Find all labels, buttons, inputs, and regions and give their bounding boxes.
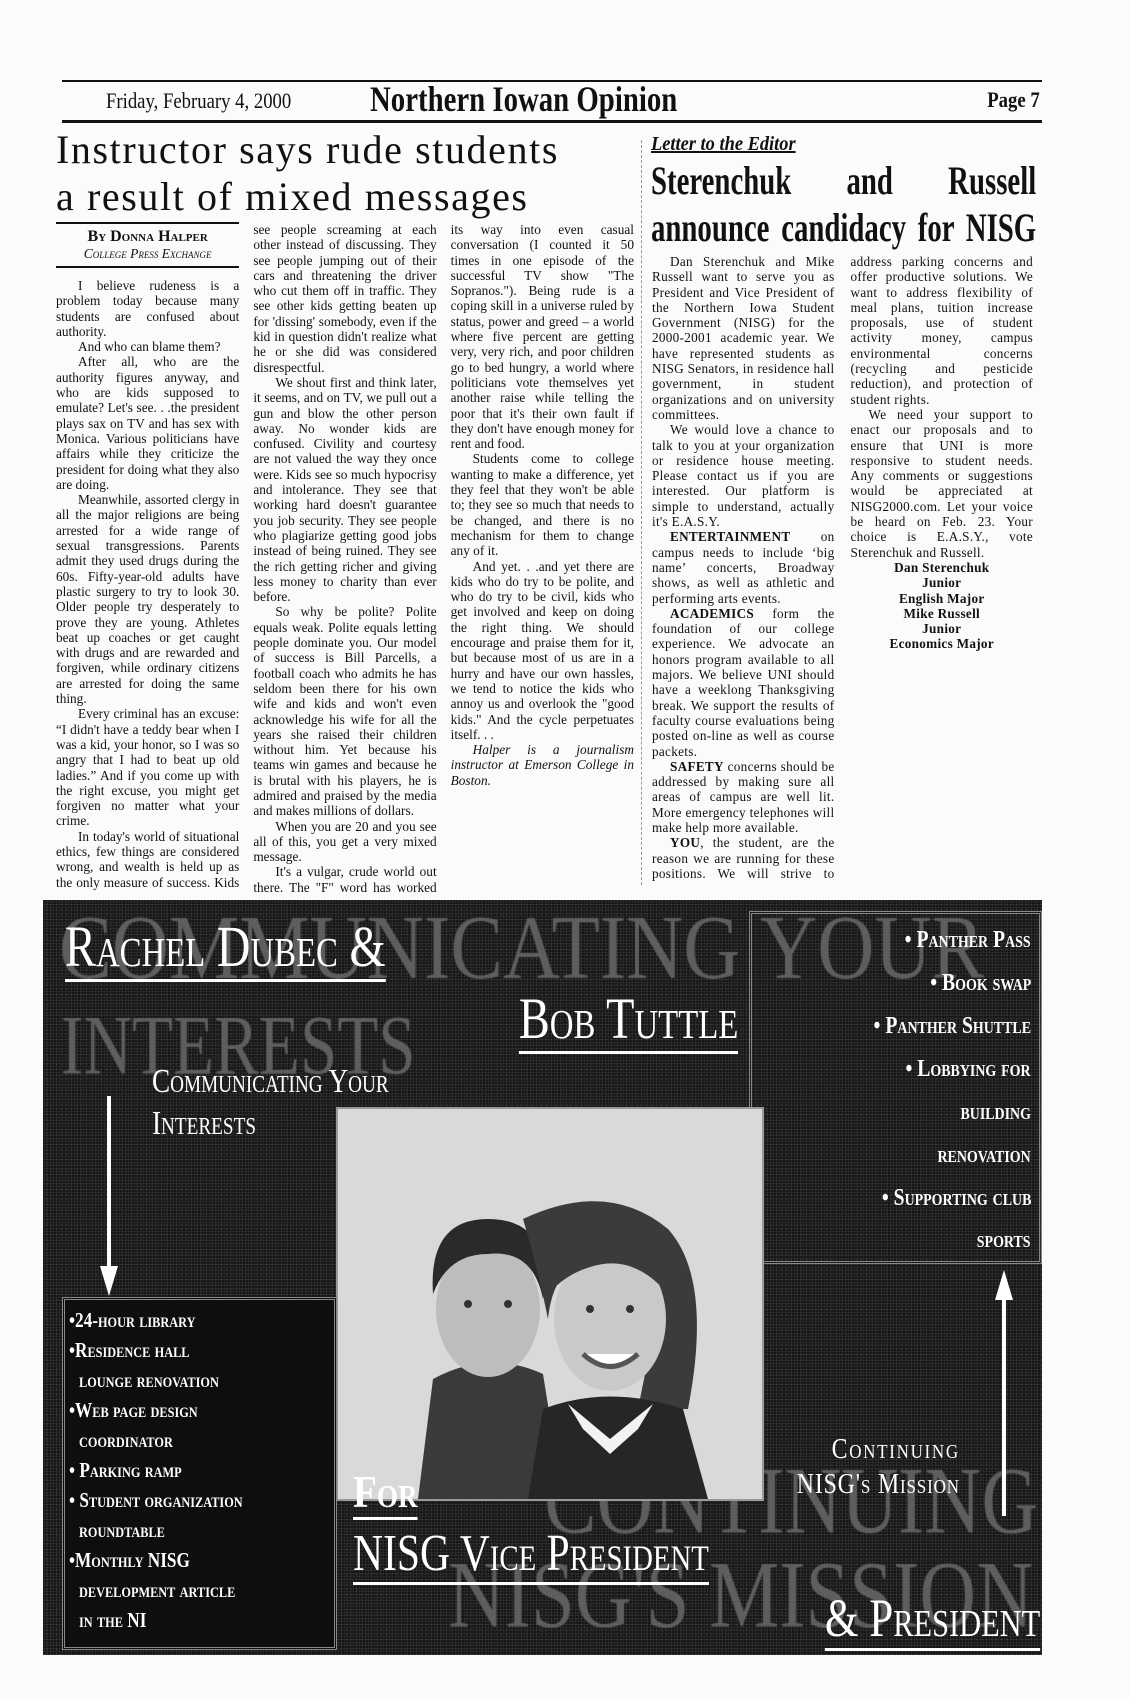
platform-item: • Parking ramp <box>69 1458 182 1482</box>
author: By Donna Halper <box>87 228 208 245</box>
paragraph: I believe rudeness is a problem today because many students are confused about authority. <box>56 278 240 339</box>
down-arrow-icon <box>100 1096 118 1296</box>
candidate-names: Rachel Dubec & <box>65 914 386 982</box>
candidate-names: Bob Tuttle <box>519 986 738 1054</box>
letter-kicker: Letter to the Editor <box>651 133 796 155</box>
platform-item: lounge renovation <box>79 1368 219 1392</box>
signer-major: Economics Major <box>889 636 994 652</box>
paragraph: After all, who are the authority figures anyway, and who are kids supposed to emulate? Let's see. . .the president plays sax on TV and has sex with Monica. Various politicians have affairs while they criticize the president for doing what they also are doing. <box>56 354 240 492</box>
header-bottom-rule <box>62 120 1042 123</box>
platform-item: • Panther Shuttle <box>873 1013 1031 1039</box>
paragraph-text: concerns should be addressed by making sure all areas of campus are well lit. More emergency telephones will make help more available. <box>652 758 835 835</box>
paragraph: Students come to college wanting to make a difference, yet they feel that they won't be able to; they see so much that needs to be changed, and there is no mechanism for them to change any of it. <box>450 451 634 559</box>
platform-item: • Book swap <box>929 970 1031 996</box>
article-body <box>56 222 634 897</box>
news-service: College Press Exchange <box>83 246 212 261</box>
paragraph: So why be polite? Polite equals weak. Polite equals letting people dominate you. Our model of success is Bill Parcells, a football coach who admits he has seldom been there for his own wife and kids and won't even acknowledge his wife for all the years she raised their children without him. Yet because his teams win games and because he is brutal with his players, he is admired and praised by the media and makes millions of dollars. <box>253 604 437 819</box>
byline <box>56 222 239 268</box>
platform-list-left <box>62 1297 337 1650</box>
paragraph <box>652 759 835 835</box>
paragraph: It's a vulgar, crude world out there. The "F" word has worked its way into even casual conversation (I counted it 50 times in one episode of the successful TV show "The Sopranos."). Being rude is a coping skill in a universe ruled by status, power and greed – a world where five percent are getting very, very rich, and poor children go to bed hungry, a world where politicians vote themselves yet another raise while telling the poor that it's their own fault if they don't have enough money for rent and food. <box>253 222 634 895</box>
lead-word: ACADEMICS <box>670 605 755 621</box>
office-text: & President <box>825 1588 1040 1651</box>
platform-item: renovation <box>937 1142 1031 1168</box>
letter-headline-line-2: announce candidacy for NISG <box>651 205 1037 250</box>
candidates-line-1 <box>65 914 386 981</box>
platform-item: in the NI <box>79 1608 147 1632</box>
signer-name: Mike Russell <box>903 605 980 621</box>
for-label <box>353 1466 418 1519</box>
slogan-continuing: Continuing <box>831 1434 960 1465</box>
column-divider <box>641 140 642 885</box>
platform-item: • Supporting club <box>881 1185 1031 1211</box>
candidates-line-2 <box>519 986 738 1053</box>
platform-item: development article <box>79 1578 236 1602</box>
headline-word: and <box>846 158 893 203</box>
platform-list-right <box>749 911 1042 1264</box>
section-title: Northern Iowan Opinion <box>370 79 678 119</box>
paragraph: And yet. . .and yet there are kids who do try to be polite, and who do try to be civil, kids who get involved and keep on doing the right thing. We should encourage and praise them for it, but because most of us are in a hurry and have our own hassles, we tend to notice the kids who annoy us and overlook the "good kids." And the cycle perpetuates itself. . . <box>450 558 634 742</box>
article-headline-line-1: Instructor says rude students <box>56 127 559 172</box>
platform-item: sports <box>977 1227 1031 1253</box>
office-text: NISG Vice President <box>353 1525 709 1585</box>
paragraph: When you are 20 and you see all of this, you get a very mixed message. <box>253 818 437 865</box>
slogan-mission: NISG's Mission <box>796 1469 960 1500</box>
headline-word: Russell <box>948 158 1037 203</box>
paragraph: And who can blame them? <box>78 339 221 355</box>
headline-word: Sterenchuk <box>651 158 792 203</box>
platform-item: •Monthly NISG <box>69 1548 190 1572</box>
paragraph-text: , the student, are the reason we are running for these positions. We will strive to address parking concerns and offer productive solutions. We want to address flexibility of meal plans, tuition increase proposals, use of student activity money, campus environmental concerns (recycling and pesticide reduction), and protection of student rights. <box>652 254 1033 881</box>
platform-item: roundtable <box>79 1518 165 1542</box>
platform-item: •Web page design <box>69 1398 198 1422</box>
paragraph-text: form the foundation of our college experience. We advocate an honors program available to all majors. We believe UNI should have a weeklong Thanksgiving break. We support the results of faculty course evaluations being posted on-line as well as course packets. <box>652 605 835 759</box>
signature <box>851 606 1034 652</box>
candidates-photo <box>336 1107 764 1501</box>
office-vice-president <box>353 1524 709 1584</box>
paragraph: Dan Sterenchuk and Mike Russell want to serve you as President and Vice President of the Northern Iowa Student Government (NISG) for the 2000-2001 academic year. We have represented students as NISG Senators, in residence hall government, in student organizations and on university committees. <box>652 254 835 422</box>
paragraph: We shout first and think later, it seems, and on TV, we pull out a gun and blow the other person away. No wonder kids are confused. Civility and courtesy are not valued the way they once were. Kids see so much hypocrisy and intolerance. They see that working hard doesn't guarantee you job security. They see people who plagiarize getting good jobs instead of being ruined. They see the rich getting richer and giving less money to charity than ever before. <box>253 374 437 605</box>
lead-word: SAFETY <box>670 758 724 774</box>
paragraph: In today's world of situational ethics, few things are considered wrong, and wealth is held up as the only measure of success. Kids see people screaming at each other instead of discussing. They see people jumping out of their cars and threatening the driver who cut them off in traffic. They see other kids getting beaten up for 'dissing' somebody, even if the kid in question didn't realize what he or she did was considered disrespectful. <box>56 222 437 890</box>
signer-year: Junior <box>922 621 962 637</box>
page-number: Page 7 <box>987 87 1040 112</box>
signature <box>851 560 1034 606</box>
up-arrow-icon <box>995 1270 1013 1516</box>
article-headline-line-2: a result of mixed messages <box>56 174 529 219</box>
paragraph: We would love a chance to talk to you at your organization or residence house meeting. Please contact us if you are interested. Our platform is simple to understand, actually it's E.A.S.Y. <box>652 422 835 530</box>
author-tagline: Halper is a journalism instructor at Emerson College in Boston. <box>450 742 634 788</box>
paragraph: Every criminal has an excuse: “I didn't have a teddy bear when I was a kid, your honor, so I was so angry that I had to beat up old ladies.” And if you come up with the right excuse, you might get forgiven no matter what your crime. <box>56 706 240 829</box>
for-text: For <box>353 1466 418 1520</box>
slogan-communicating: Communicating Your <box>152 1063 389 1100</box>
paragraph: Meanwhile, assorted clergy in all the major religions are being arrested for a wide range of sexual transgressions. Parents admit they used drugs during the 60s. Fifty-year-old adults have plastic surgery to try to look 30. Older people try desperately to prove they are young. Athletes beat up coaches or get caught with drugs and are rewarded and forgiven, while ordinary citizens are arrested for doing the same thing. <box>56 492 240 707</box>
campaign-advertisement <box>43 900 1042 1655</box>
candidates-photo-image <box>338 1109 762 1499</box>
paragraph-text: on campus needs to include ‘big name’ concerts, Broadway shows, as well as athletic and performing arts events. <box>652 529 835 606</box>
slogan-interests: Interests <box>152 1105 256 1142</box>
platform-item: • Student organization <box>69 1488 243 1512</box>
signer-name: Dan Sterenchuk <box>894 559 990 575</box>
paragraph <box>652 529 835 605</box>
lead-word: YOU <box>670 835 701 851</box>
letter-body <box>652 254 1033 884</box>
platform-item: building <box>960 1099 1031 1125</box>
platform-item: •24-hour library <box>69 1308 196 1332</box>
platform-item: coordinator <box>79 1428 173 1452</box>
paragraph: We need your support to enact our proposals and to ensure that UNI is more responsive to student needs. Any comments or suggestions would be appreciated at NISG2000.com. Let your voice be heard on Feb. 23. Your choice is E.A.S.Y., vote Sterenchuk and Russell. <box>850 406 1033 560</box>
signer-major: English Major <box>898 590 985 606</box>
issue-date: Friday, February 4, 2000 <box>106 88 292 113</box>
platform-item: •Residence hall <box>69 1338 190 1362</box>
paragraph <box>652 606 835 759</box>
platform-item: • Lobbying for <box>905 1056 1031 1082</box>
signer-year: Junior <box>922 575 962 591</box>
letter-headline-line-1 <box>651 158 1036 204</box>
office-president <box>825 1587 1040 1649</box>
lead-word: ENTERTAINMENT <box>670 529 791 545</box>
platform-item: • Panther Pass <box>905 927 1031 953</box>
